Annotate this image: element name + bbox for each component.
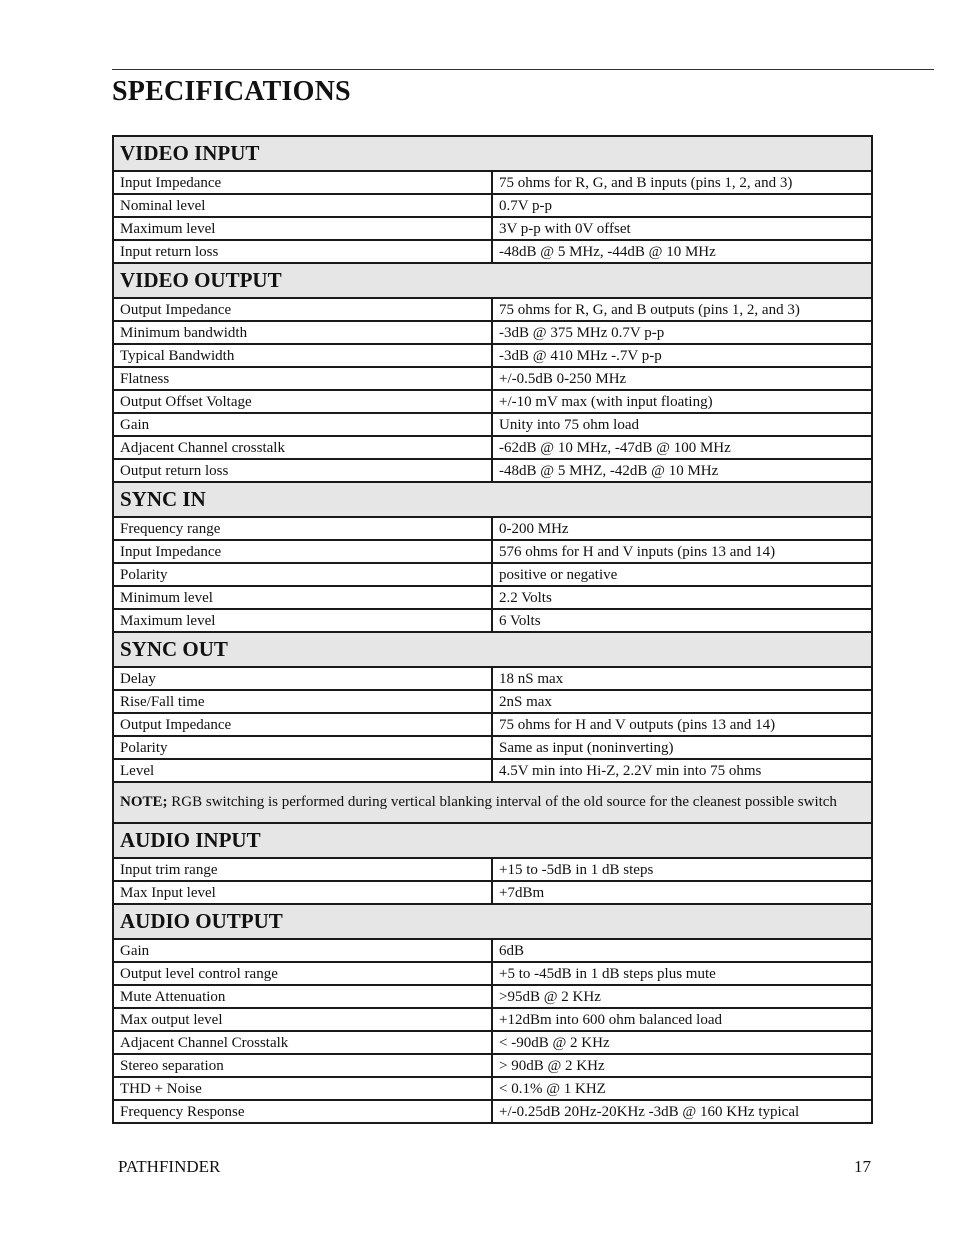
section-header-sync-out xyxy=(113,632,872,667)
spec-label: Output return loss xyxy=(113,459,492,482)
page-title: SPECIFICATIONS xyxy=(112,76,351,107)
spec-label: Input Impedance xyxy=(113,540,492,563)
spec-value: Unity into 75 ohm load xyxy=(492,413,872,436)
spec-value: < 0.1% @ 1 KHZ xyxy=(492,1077,872,1100)
table-row xyxy=(113,858,872,881)
section-title: VIDEO OUTPUT xyxy=(113,263,872,298)
note-text: RGB switching is performed during vertical blanking interval of the old source for the cleanest possible switch xyxy=(167,794,837,810)
spec-value: Same as input (noninverting) xyxy=(492,736,872,759)
note-cell xyxy=(113,782,872,823)
table-row xyxy=(113,939,872,962)
table-row xyxy=(113,517,872,540)
table-row xyxy=(113,217,872,240)
spec-value: 6 Volts xyxy=(492,609,872,632)
spec-value: +/-0.25dB 20Hz-20KHz -3dB @ 160 KHz typical xyxy=(492,1100,872,1123)
table-row xyxy=(113,540,872,563)
section-header-audio-input xyxy=(113,823,872,858)
spec-value: -62dB @ 10 MHz, -47dB @ 100 MHz xyxy=(492,436,872,459)
spec-value: +15 to -5dB in 1 dB steps xyxy=(492,858,872,881)
spec-value: 4.5V min into Hi-Z, 2.2V min into 75 ohms xyxy=(492,759,872,782)
spec-value: +/-10 mV max (with input floating) xyxy=(492,390,872,413)
spec-value: +7dBm xyxy=(492,881,872,904)
table-row xyxy=(113,713,872,736)
table-row xyxy=(113,1100,872,1123)
table-row xyxy=(113,667,872,690)
spec-value: positive or negative xyxy=(492,563,872,586)
table-row xyxy=(113,586,872,609)
table-row xyxy=(113,298,872,321)
spec-value: -48dB @ 5 MHZ, -42dB @ 10 MHz xyxy=(492,459,872,482)
spec-label: Rise/Fall time xyxy=(113,690,492,713)
spec-value: 0-200 MHz xyxy=(492,517,872,540)
section-header-video-output xyxy=(113,263,872,298)
spec-label: Max Input level xyxy=(113,881,492,904)
spec-value: -3dB @ 375 MHz 0.7V p-p xyxy=(492,321,872,344)
section-title: SYNC OUT xyxy=(113,632,872,667)
section-header-video-input xyxy=(113,136,872,171)
table-row xyxy=(113,1031,872,1054)
spec-value: 2nS max xyxy=(492,690,872,713)
table-row xyxy=(113,962,872,985)
note-label: NOTE; xyxy=(120,794,168,810)
spec-label: Max output level xyxy=(113,1008,492,1031)
spec-value: 576 ohms for H and V inputs (pins 13 and 14) xyxy=(492,540,872,563)
section-header-audio-output xyxy=(113,904,872,939)
spec-value: 18 nS max xyxy=(492,667,872,690)
table-row xyxy=(113,563,872,586)
spec-value: < -90dB @ 2 KHz xyxy=(492,1031,872,1054)
spec-label: Maximum level xyxy=(113,609,492,632)
table-row xyxy=(113,321,872,344)
spec-label: Maximum level xyxy=(113,217,492,240)
specifications-table xyxy=(112,135,873,1124)
table-row xyxy=(113,459,872,482)
spec-label: Frequency Response xyxy=(113,1100,492,1123)
spec-label: Nominal level xyxy=(113,194,492,217)
table-row xyxy=(113,1008,872,1031)
table-row xyxy=(113,1054,872,1077)
spec-value: +12dBm into 600 ohm balanced load xyxy=(492,1008,872,1031)
table-row xyxy=(113,367,872,390)
section-title: AUDIO OUTPUT xyxy=(113,904,872,939)
table-row xyxy=(113,413,872,436)
spec-label: Flatness xyxy=(113,367,492,390)
table-row xyxy=(113,690,872,713)
table-row xyxy=(113,390,872,413)
spec-value: +5 to -45dB in 1 dB steps plus mute xyxy=(492,962,872,985)
footer-page-number: 17 xyxy=(854,1157,871,1176)
footer-product-name: PATHFINDER xyxy=(118,1157,221,1176)
spec-label: Mute Attenuation xyxy=(113,985,492,1008)
spec-label: Minimum bandwidth xyxy=(113,321,492,344)
spec-label: Polarity xyxy=(113,563,492,586)
spec-value: 75 ohms for H and V outputs (pins 13 and 14) xyxy=(492,713,872,736)
spec-value: >95dB @ 2 KHz xyxy=(492,985,872,1008)
spec-value: +/-0.5dB 0-250 MHz xyxy=(492,367,872,390)
spec-label: THD + Noise xyxy=(113,1077,492,1100)
spec-value: 2.2 Volts xyxy=(492,586,872,609)
spec-label: Output level control range xyxy=(113,962,492,985)
spec-value: -3dB @ 410 MHz -.7V p-p xyxy=(492,344,872,367)
table-row xyxy=(113,985,872,1008)
spec-label: Output Impedance xyxy=(113,298,492,321)
spec-value: -48dB @ 5 MHz, -44dB @ 10 MHz xyxy=(492,240,872,263)
spec-value: 6dB xyxy=(492,939,872,962)
header-rule xyxy=(112,69,934,70)
spec-label: Minimum level xyxy=(113,586,492,609)
spec-value: 75 ohms for R, G, and B outputs (pins 1, 2, and 3) xyxy=(492,298,872,321)
spec-label: Level xyxy=(113,759,492,782)
table-row xyxy=(113,1077,872,1100)
section-title: SYNC IN xyxy=(113,482,872,517)
spec-label: Input Impedance xyxy=(113,171,492,194)
spec-label: Gain xyxy=(113,939,492,962)
section-title: AUDIO INPUT xyxy=(113,823,872,858)
table-row xyxy=(113,736,872,759)
spec-label: Output Offset Voltage xyxy=(113,390,492,413)
spec-label: Frequency range xyxy=(113,517,492,540)
table-row xyxy=(113,436,872,459)
spec-value: 3V p-p with 0V offset xyxy=(492,217,872,240)
section-header-sync-in xyxy=(113,482,872,517)
spec-label: Adjacent Channel Crosstalk xyxy=(113,1031,492,1054)
spec-label: Output Impedance xyxy=(113,713,492,736)
spec-value: > 90dB @ 2 KHz xyxy=(492,1054,872,1077)
table-row xyxy=(113,609,872,632)
spec-label: Polarity xyxy=(113,736,492,759)
table-row xyxy=(113,194,872,217)
spec-value: 75 ohms for R, G, and B inputs (pins 1, 2, and 3) xyxy=(492,171,872,194)
spec-label: Delay xyxy=(113,667,492,690)
table-row xyxy=(113,759,872,782)
table-row xyxy=(113,240,872,263)
spec-label: Gain xyxy=(113,413,492,436)
spec-label: Typical Bandwidth xyxy=(113,344,492,367)
spec-value: 0.7V p-p xyxy=(492,194,872,217)
spec-label: Adjacent Channel crosstalk xyxy=(113,436,492,459)
spec-label: Input return loss xyxy=(113,240,492,263)
table-row xyxy=(113,171,872,194)
note-row xyxy=(113,782,872,823)
table-row xyxy=(113,881,872,904)
spec-label: Stereo separation xyxy=(113,1054,492,1077)
table-row xyxy=(113,344,872,367)
section-title: VIDEO INPUT xyxy=(113,136,872,171)
spec-label: Input trim range xyxy=(113,858,492,881)
